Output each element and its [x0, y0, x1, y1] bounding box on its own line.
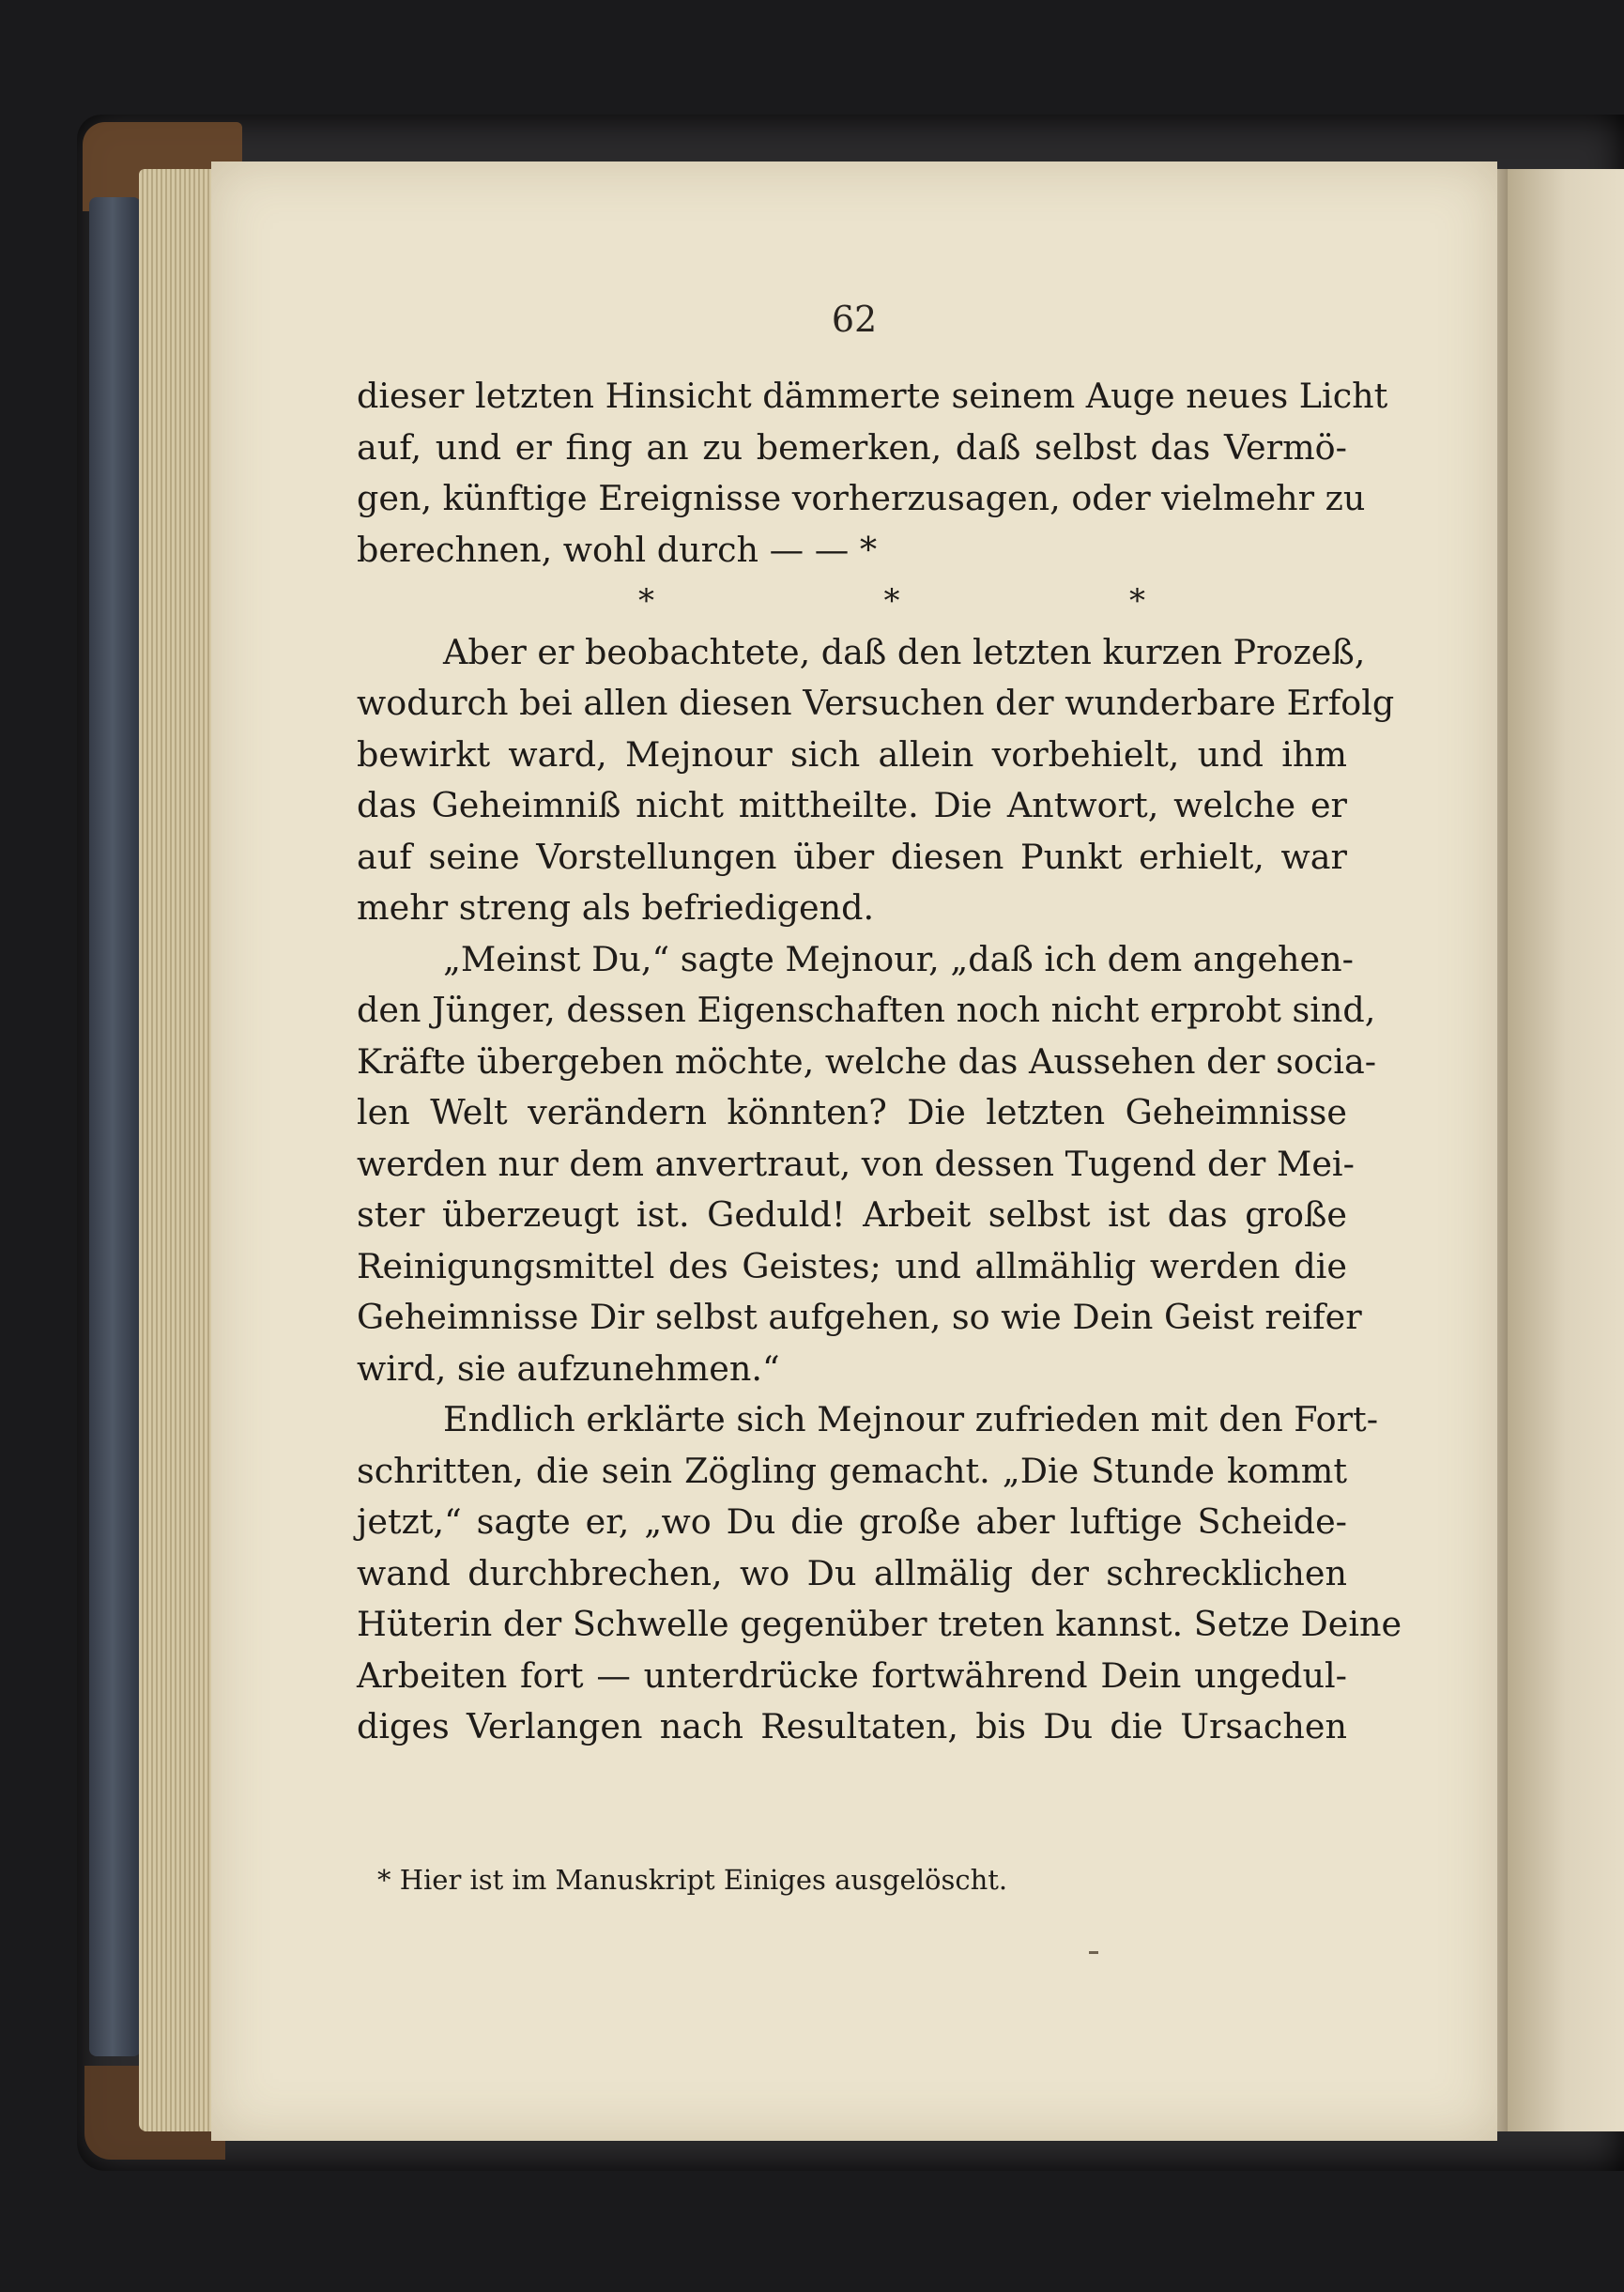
section-star: * [1129, 582, 1145, 620]
text-line: auf, und er fing an zu bemerken, daß selbst das Vermö- [357, 426, 1347, 468]
text-line: werden nur dem anvertraut, von dessen Tugend der Mei- [357, 1143, 1355, 1184]
text-line: auf seine Vorstellungen über diesen Punkt erhielt, war [357, 836, 1347, 877]
paragraph-1 [357, 371, 1388, 576]
text-line: mehr streng als befriedigend. [357, 887, 875, 928]
section-star: * [638, 582, 654, 620]
paragraph-2 [357, 627, 1395, 934]
section-break [357, 576, 1347, 627]
text-line: „Meinst Du,“ sagte Mejnour, „daß ich dem angehen- [443, 938, 1354, 979]
page-text [357, 371, 1402, 1753]
section-star: * [883, 582, 900, 620]
text-line: Kräfte übergeben möchte, welche das Aussehen der socia- [357, 1040, 1377, 1082]
text-line: Arbeiten fort — unterdrücke fortwährend Dein ungedul- [357, 1654, 1347, 1696]
text-line: Reinigungsmittel des Geistes; und allmählig werden die [357, 1245, 1347, 1286]
text-line: berechnen, wohl durch — — * [357, 529, 878, 570]
paragraph-4 [357, 1394, 1402, 1753]
text-line: das Geheimniß nicht mittheilte. Die Antwort, welche er [357, 785, 1347, 825]
text-line: Geheimnisse Dir selbst aufgehen, so wie Dein Geist reifer [357, 1297, 1362, 1337]
text-line: wand durchbrechen, wo Du allmälig der schrecklichen [357, 1552, 1347, 1593]
text-line: Hüterin der Schwelle gegenüber treten kannst. Setze Deine [357, 1604, 1402, 1644]
text-line: wodurch bei allen diesen Versuchen der wunderbare Erfolg [357, 683, 1395, 723]
text-line: jetzt,“ sagte er, „wo Du die große aber luftige Scheide- [357, 1501, 1347, 1542]
page-edges [139, 169, 216, 2131]
page-number: 62 [831, 299, 878, 340]
text-line: bewirkt ward, Mejnour sich allein vorbehielt, und ihm [357, 733, 1347, 775]
text-line: dieser letzten Hinsicht dämmerte seinem Auge neues Licht [357, 376, 1388, 416]
text-line: Endlich erklärte sich Mejnour zufrieden mit den Fort- [443, 1399, 1379, 1439]
book-spine [89, 197, 141, 2056]
text-line: den Jünger, dessen Eigenschaften noch nicht erprobt sind, [357, 990, 1376, 1030]
text-line: len Welt verändern könnten? Die letzten Geheimnisse [357, 1092, 1347, 1132]
text-line: Aber er beobachtete, daß den letzten kurzen Prozeß, [443, 631, 1366, 672]
text-line: diges Verlangen nach Resultaten, bis Du die Ursachen [357, 1706, 1347, 1746]
text-line: wird, sie aufzunehmen.“ [357, 1347, 780, 1389]
printer-mark [1089, 1951, 1098, 1954]
text-line: ster überzeugt ist. Geduld! Arbeit selbst ist das große [357, 1194, 1347, 1235]
text-line: gen, künftige Ereignisse vorherzusagen, oder vielmehr zu [357, 478, 1366, 518]
footnote: * Hier ist im Manuskript Einiges ausgelöscht. [377, 1864, 1008, 1896]
paragraph-3 [357, 934, 1377, 1395]
text-line: schritten, die sein Zögling gemacht. „Die Stunde kommt [357, 1450, 1347, 1491]
facing-page-edge [1508, 169, 1624, 2131]
